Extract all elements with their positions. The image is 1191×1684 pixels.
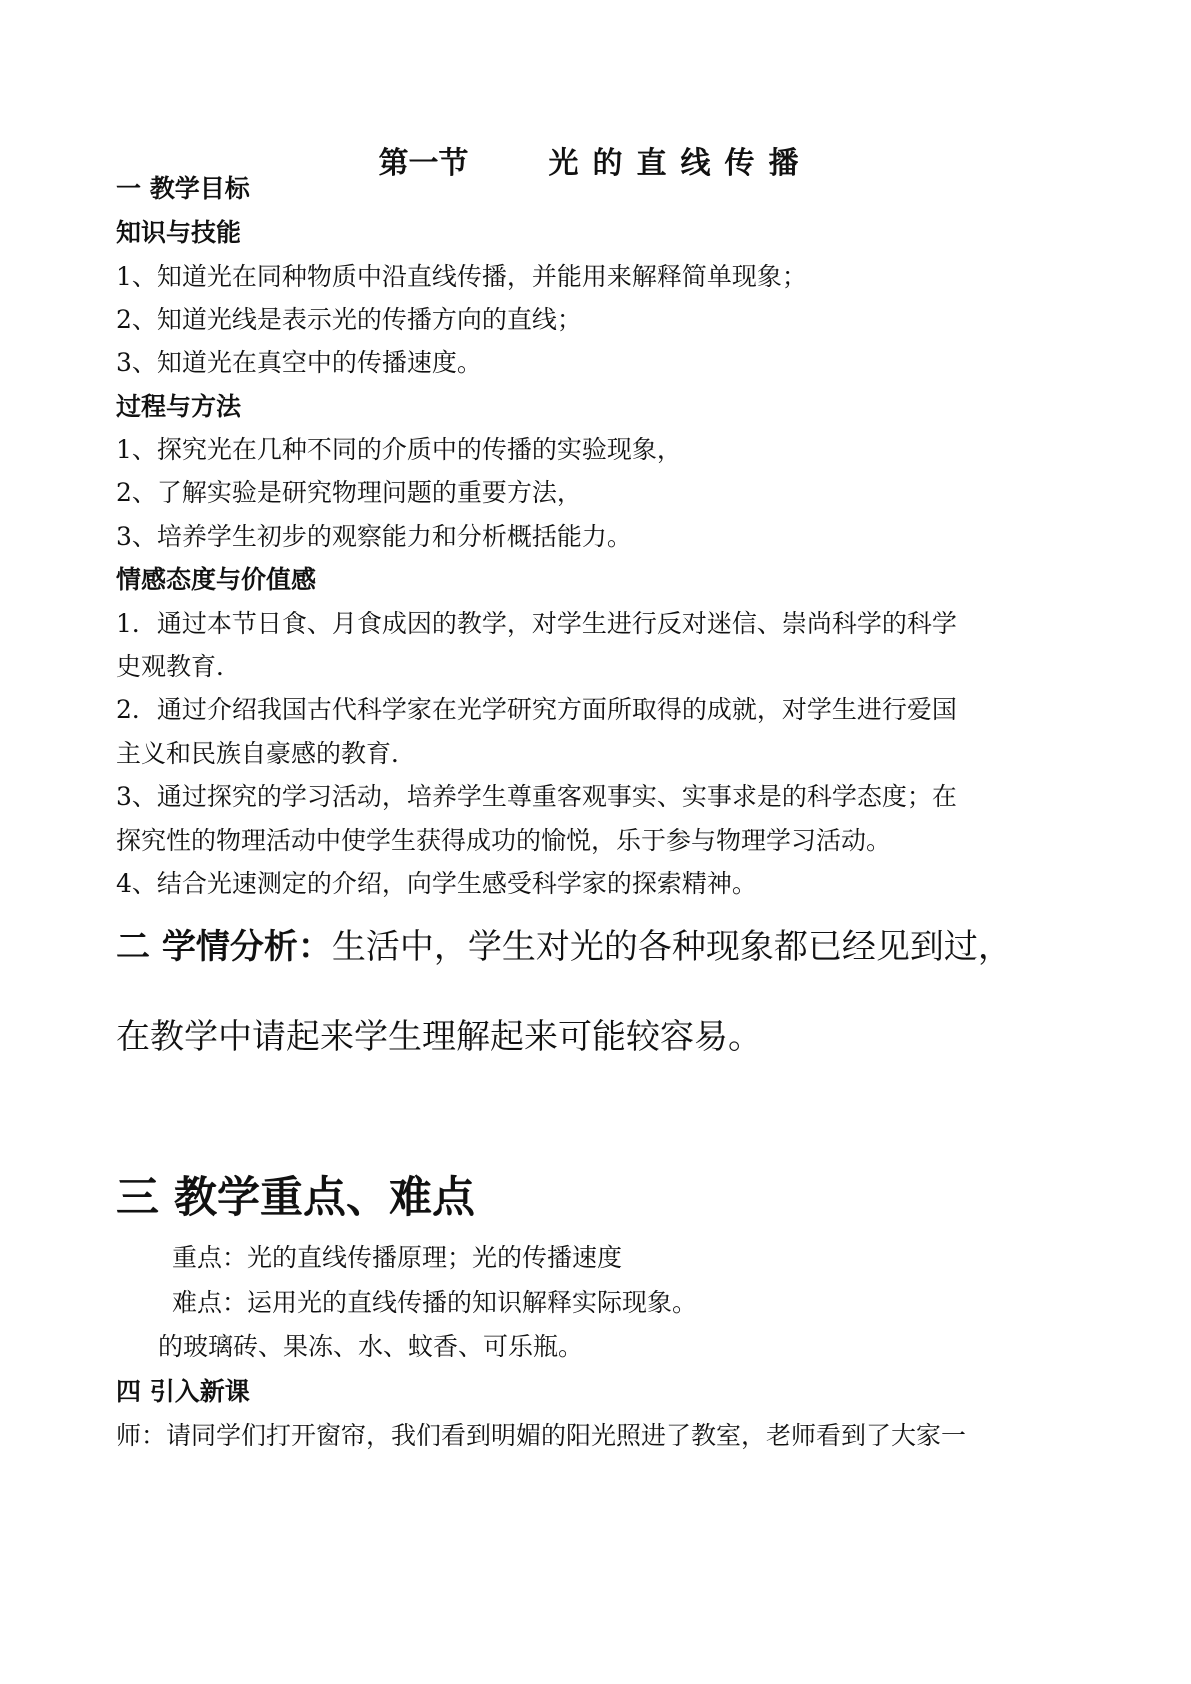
section2-paragraph: [116, 926, 1012, 968]
materials-line: 的玻璃砖、果冻、水、蚊香、可乐瓶。: [158, 1332, 584, 1361]
subheading-knowledge: 知识与技能: [116, 218, 242, 247]
section4-text: 师：请同学们打开窗帘，我们看到明媚的阳光照进了教室，老师看到了大家一: [116, 1421, 967, 1450]
attitude-item-2b: 主义和民族自豪感的教育．: [116, 739, 417, 768]
section1-heading: 一 教学目标: [116, 174, 250, 203]
section2-text-a: 生活中，学生对光的各种现象都已经见到过，: [331, 927, 1012, 967]
section2-heading: 二 学情分析：: [116, 927, 332, 967]
chapter-label: 第一节: [378, 146, 469, 181]
attitude-item-2a: 2．通过介绍我国古代科学家在光学研究方面所取得的成就，对学生进行爱国: [116, 695, 957, 724]
key-point: 重点：光的直线传播原理；光的传播速度: [172, 1243, 623, 1272]
attitude-item-1b: 史观教育．: [116, 652, 242, 681]
knowledge-item-3: 3、知道光在真空中的传播速度。: [116, 348, 482, 377]
difficult-point: 难点：运用光的直线传播的知识解释实际现象。: [172, 1288, 698, 1317]
section2-text-b: 在教学中请起来学生理解起来可能较容易。: [116, 1017, 762, 1057]
attitude-item-3b: 探究性的物理活动中使学生获得成功的愉悦，乐于参与物理学习活动。: [116, 826, 892, 855]
process-item-1: 1、探究光在几种不同的介质中的传播的实验现象，: [116, 435, 682, 464]
attitude-item-1a: 1．通过本节日食、月食成因的教学，对学生进行反对迷信、崇尚科学的科学: [116, 609, 957, 638]
attitude-item-4: 4、结合光速测定的介绍，向学生感受科学家的探索精神。: [116, 869, 757, 898]
section3-heading: 三 教学重点、难点: [116, 1173, 475, 1223]
attitude-item-3a: 3、通过探究的学习活动，培养学生尊重客观事实、实事求是的科学态度；在: [116, 782, 957, 811]
lesson-name: 光的直线传播: [548, 146, 813, 181]
process-item-2: 2、了解实验是研究物理问题的重要方法，: [116, 478, 582, 507]
knowledge-item-2: 2、知道光线是表示光的传播方向的直线；: [116, 305, 582, 334]
process-item-3: 3、培养学生初步的观察能力和分析概括能力。: [116, 522, 632, 551]
section4-heading: 四 引入新课: [116, 1377, 250, 1406]
subheading-process: 过程与方法: [116, 392, 242, 421]
knowledge-item-1: 1、知道光在同种物质中沿直线传播，并能用来解释简单现象；: [116, 262, 807, 291]
subheading-attitude: 情感态度与价值感: [116, 565, 317, 594]
